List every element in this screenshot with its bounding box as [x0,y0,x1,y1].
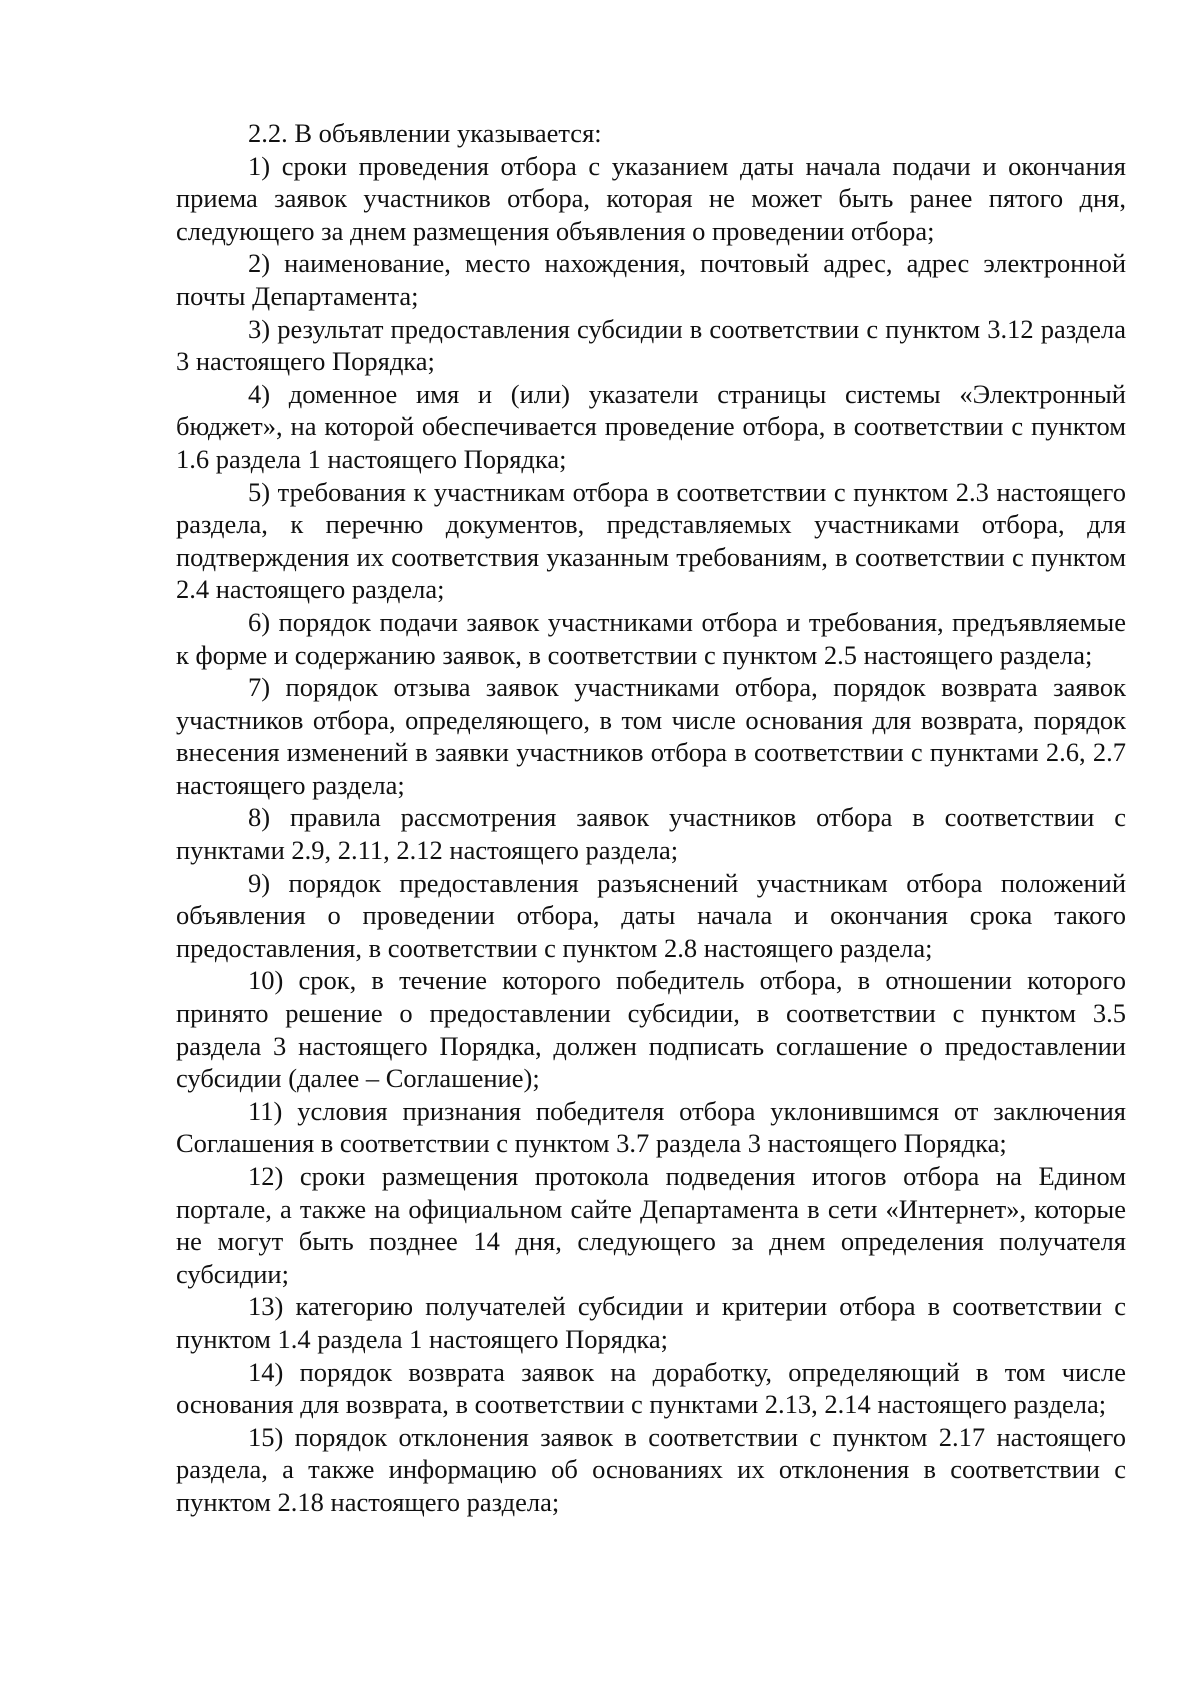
list-item-7: 7) порядок отзыва заявок участниками отбора, порядок возврата заявок участников отбора, определяющего, в том числе основания для возврата, порядок внесения изменений в заявки участников отбора в соответствии с пунктами 2.6, 2.7 настоящего раздела; [176,672,1126,800]
list-item-4: 4) доменное имя и (или) указатели страницы системы «Электронный бюджет», на которой обеспечивается проведение отбора, в соответствии с пунктом 1.6 раздела 1 настоящего Порядка; [176,378,1126,474]
list-item-8: 8) правила рассмотрения заявок участников отбора в соответствии с пунктами 2.9, 2.11, 2.12 настоящего раздела; [176,802,1126,866]
list-item-12: 12) сроки размещения протокола подведения итогов отбора на Едином портале, а также на официальном сайте Департамента в сети «Интернет», которые не могут быть позднее 14 дня, следующего за днем определения получателя субсидии; [176,1161,1126,1289]
list-item-1: 1) сроки проведения отбора с указанием даты начала подачи и окончания приема заявок участников отбора, которая не может быть ранее пятого дня, следующего за днем размещения объявления о проведении отбора; [176,150,1126,246]
list-item-6: 6) порядок подачи заявок участниками отбора и требования, предъявляемые к форме и содержанию заявок, в соответствии с пунктом 2.5 настоящего раздела; [176,606,1126,670]
section-heading: 2.2. В объявлении указывается: [248,118,602,148]
list-item-15: 15) порядок отклонения заявок в соответствии с пунктом 2.17 настоящего раздела, а также информацию об основаниях их отклонения в соответствии с пунктом 2.18 настоящего раздела; [176,1421,1126,1517]
list-item-10: 10) срок, в течение которого победитель отбора, в отношении которого принято решение о предоставлении субсидии, в соответствии с пунктом 3.5 раздела 3 настоящего Порядка, должен подписать соглашение о предоставлении субсидии (далее – Соглашение); [176,965,1126,1094]
list-item-11: 11) условия признания победителя отбора уклонившимся от заключения Соглашения в соответствии с пунктом 3.7 раздела 3 настоящего Порядка; [176,1095,1126,1159]
document-page [176,117,1126,1519]
list-item-3: 3) результат предоставления субсидии в соответствии с пунктом 3.12 раздела 3 настоящего Порядка; [176,313,1126,377]
list-item-2: 2) наименование, место нахождения, почтовый адрес, адрес электронной почты Департамента; [176,248,1126,311]
list-item-14: 14) порядок возврата заявок на доработку, определяющий в том числе основания для возврата, в соответствии с пунктами 2.13, 2.14 настоящего раздела; [176,1356,1126,1420]
list-item-13: 13) категорию получателей субсидии и критерии отбора в соответствии с пунктом 1.4 раздела 1 настоящего Порядка; [176,1291,1126,1354]
list-item-9: 9) порядок предоставления разъяснений участникам отбора положений объявления о проведении отбора, даты начала и окончания срока такого предоставления, в соответствии с пунктом 2.8 настоящего раздела; [176,867,1126,963]
list-item-5: 5) требования к участникам отбора в соответствии с пунктом 2.3 настоящего раздела, к перечню документов, представляемых участниками отбора, для подтверждения их соответствия указанным требованиям, в соответствии с пунктом 2.4 настоящего раздела; [176,476,1126,605]
